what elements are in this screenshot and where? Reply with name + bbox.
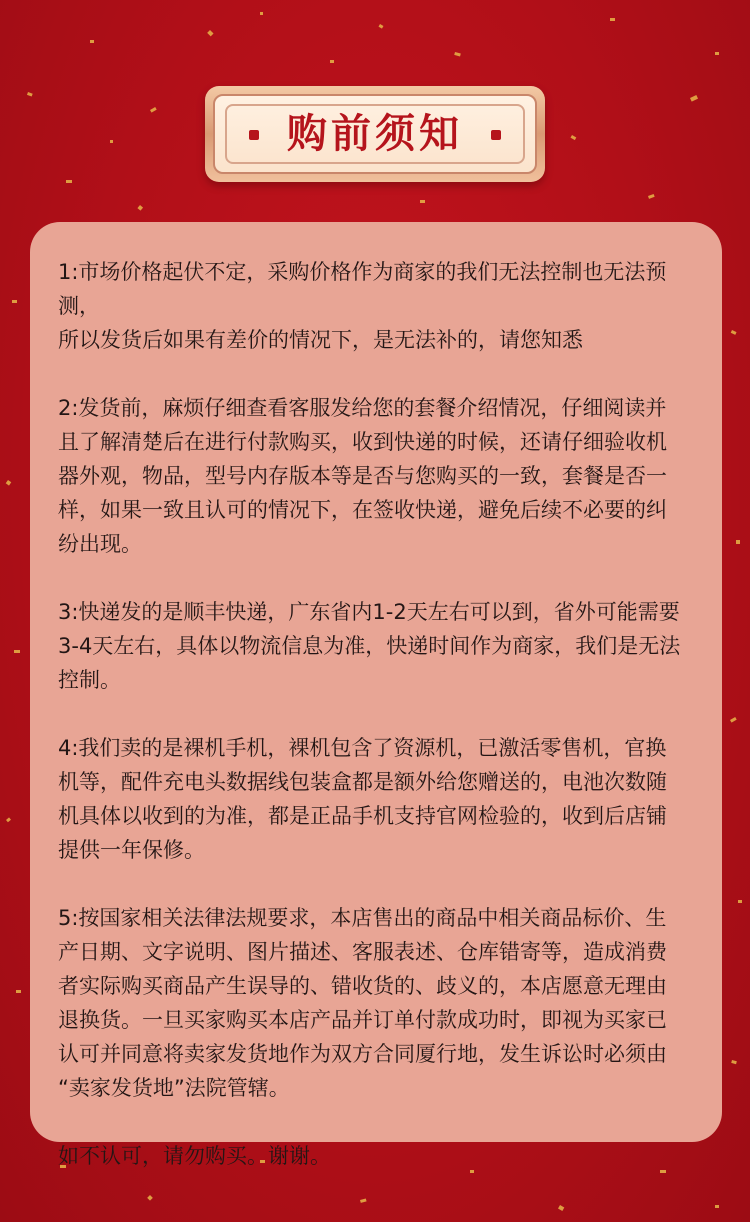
notice-item-2: 2:发货前，麻烦仔细查看客服发给您的套餐介绍情况，仔细阅读并 且了解清楚后在进行付款购买，收到快递的时候，还请仔细验收机 器外观，物品，型号内存版本等是否与您购买的一致，套餐是否一 样，如果一致且认可的情况下，在签收快递，避免后续不必要的纠 纷出现。 — [58, 396, 667, 556]
notice-item-4: 4:我们卖的是裸机手机，裸机包含了资源机，已激活零售机，官换 机等，配件充电头数据线包装盒都是额外给您赠送的，电池次数随 机具体以收到的为准，都是正品手机支持官网检验的，收到后店铺 提供一年保修。 — [58, 736, 667, 862]
page-title: 购前须知 — [287, 111, 463, 157]
notice-item-5: 5:按国家相关法律法规要求，本店售出的商品中相关商品标价、生 产日期、文字说明、图片描述、客服表述、仓库错寄等，造成消费 者实际购买商品产生误导的、错收货的、歧义的，本店愿意无理由 退换货。一旦买家购买本店产品并订单付款成功时，即视为买家已 认可并同意将卖家发货地作为双方合同厦行地，发生诉讼时必须由 “卖家发货地”法院管辖。 — [58, 906, 667, 1100]
title-plaque — [205, 86, 545, 182]
notice-item-3: 3:快递发的是顺丰快递，广东省内1-2天左右可以到，省外可能需要 3-4天左右，具体以物流信息为准，快递时间作为商家，我们是无法 控制。 — [58, 600, 681, 692]
notice-item-1: 1:市场价格起伏不定，采购价格作为商家的我们无法控制也无法预测， 所以发货后如果有差价的情况下，是无法补的，请您知悉 — [58, 260, 667, 352]
closing-note: 如不认可，请勿购买。谢谢。 — [58, 1144, 331, 1168]
notice-list — [58, 255, 698, 1173]
